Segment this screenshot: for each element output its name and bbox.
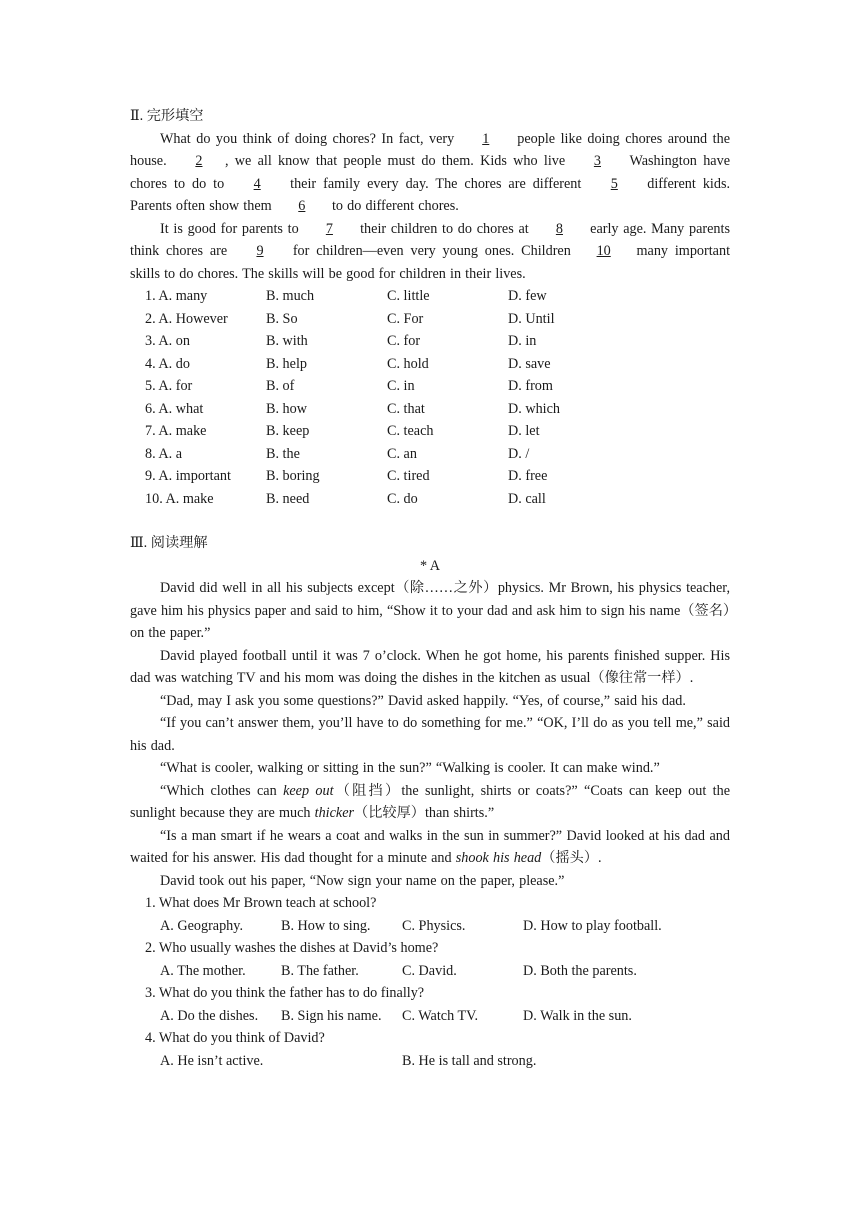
option-c: C. hold [387, 355, 429, 372]
option-b: B. He is tall and strong. [402, 1052, 537, 1069]
text-segment: （摇头）. [541, 850, 602, 866]
option-b: B. keep [266, 423, 310, 439]
option-a: 9. A. important [145, 468, 231, 484]
option-row [145, 375, 730, 398]
question-text: 4. What do you think of David? [145, 1030, 325, 1046]
reading-paragraph-2: David played football until it was 7 o’clock. When he got home, his parents finished supper. His dad was watching TV and his mom was doing the dishes in the kitchen as usual（像往常一样）. [130, 647, 730, 686]
question-options [160, 915, 730, 938]
option-a: 10. A. make [145, 490, 214, 507]
option-d: D. few [508, 288, 547, 304]
reading-paragraph-8: David took out his paper, “Now sign your name on the paper, please.” [160, 872, 565, 889]
italic-term: thicker [314, 805, 355, 821]
question-options [160, 1050, 730, 1073]
option-b: B. Sign his name. [281, 1007, 382, 1024]
option-b: B. help [266, 355, 307, 372]
text-segment: “Which clothes can [160, 782, 284, 799]
option-row [145, 443, 730, 466]
option-b: B. how [266, 400, 307, 417]
option-d: D. Walk in the sun. [523, 1007, 632, 1024]
option-row [145, 285, 730, 308]
question-text: 2. Who usually washes the dishes at David’s home? [145, 940, 439, 956]
option-b: B. of [266, 378, 295, 394]
option-c: C. little [387, 288, 430, 304]
text-segment: （比较厚）than shirts.” [354, 805, 495, 821]
text-segment: their children to do chores at [355, 220, 534, 237]
option-row [145, 398, 730, 421]
passage-label: * A [419, 557, 441, 574]
text-segment: to do different chores. [327, 198, 459, 214]
option-c: C. For [387, 310, 424, 327]
option-a: 3. A. on [145, 333, 190, 349]
text-segment: kids. Parents often show them [130, 175, 731, 214]
text-segment: different [640, 175, 696, 192]
text-segment: important skills to do chores. The skills will be good for children in their lives. [130, 243, 731, 282]
option-d: D. free [508, 468, 548, 484]
question-1 [130, 892, 730, 937]
option-row [145, 465, 730, 488]
option-a: 7. A. make [145, 423, 207, 439]
option-b: B. need [266, 490, 310, 507]
option-c: C. for [387, 333, 421, 349]
blank-10: 10 [596, 243, 611, 259]
option-b: B. The father. [281, 962, 359, 979]
text-segment: for children—even very young ones. Children [286, 243, 578, 259]
blank-2: 2 [195, 153, 203, 169]
text-segment: their family every day. The chores are different [283, 175, 589, 192]
option-row [145, 488, 730, 511]
option-a: A. He isn’t active. [160, 1052, 264, 1069]
question-options [160, 960, 730, 983]
cloze-paragraph-2 [130, 218, 730, 286]
text-segment: early age. Many [585, 220, 685, 237]
question-text: 1. What does Mr Brown teach at school? [145, 895, 377, 911]
cloze-options [145, 285, 730, 510]
option-a: 8. A. a [145, 445, 183, 462]
blank-5: 5 [610, 175, 618, 192]
question-4 [130, 1027, 730, 1072]
italic-term: shook his head [455, 850, 542, 866]
option-b: B. So [266, 310, 298, 327]
section-heading-cloze: Ⅱ. 完形填空 [130, 108, 204, 124]
text-segment: （阻挡）the sunlight, shirts or coats?” “Coats can keep out the sunlight because they are much [130, 782, 731, 821]
option-row [145, 330, 730, 353]
option-a: 4. A. do [145, 355, 190, 372]
blank-4: 4 [253, 175, 261, 192]
question-2 [130, 937, 730, 982]
option-b: B. the [266, 445, 300, 462]
option-d: D. save [508, 355, 551, 372]
text-segment: parents think chores are [130, 220, 730, 259]
text-segment: Washington [623, 153, 697, 169]
option-b: B. with [266, 333, 308, 349]
option-b: B. much [266, 288, 315, 304]
option-row [145, 308, 730, 331]
option-d: D. let [508, 423, 540, 439]
text-segment: many [629, 243, 669, 259]
option-a: 5. A. for [145, 378, 193, 394]
reading-paragraph-4: “If you can’t answer them, you’ll have to do something for me.” “OK, I’ll do as you tell me,” said his dad. [130, 715, 730, 754]
option-a: A. Geography. [160, 917, 243, 934]
blank-8: 8 [555, 220, 563, 237]
option-c: C. teach [387, 423, 434, 439]
question-options [160, 1005, 730, 1028]
italic-term: keep out [283, 782, 334, 799]
reading-paragraph-5: “What is cooler, walking or sitting in the sun?” “Walking is cooler. It can make wind.” [160, 760, 660, 776]
text-segment: the house. [130, 130, 730, 169]
option-c: C. tired [387, 468, 430, 484]
option-a: 6. A. what [145, 400, 204, 417]
reading-paragraph-6 [130, 780, 730, 825]
option-c: C. in [387, 378, 415, 394]
text-segment: , we all know that people must do them. Kids who live [224, 153, 572, 169]
option-row [145, 420, 730, 443]
option-a: 2. A. However [145, 310, 228, 327]
option-row [145, 353, 730, 376]
option-b: B. boring [266, 468, 320, 484]
option-a: 1. A. many [145, 288, 208, 304]
option-d: D. How to play football. [523, 917, 662, 934]
blank-3: 3 [593, 153, 601, 169]
reading-paragraph-3: “Dad, may I ask you some questions?” David asked happily. “Yes, of course,” said his dad. [160, 692, 686, 709]
option-a: A. The mother. [160, 962, 246, 979]
option-b: B. How to sing. [281, 917, 371, 934]
cloze-paragraph-1 [130, 128, 730, 218]
text-segment: It is good for parents to [160, 220, 304, 237]
reading-paragraph-1: David did well in all his subjects except（除……之外）physics. Mr Brown, his physics teacher, gave him his physics paper and said to him, “Show it to your dad and ask him to sign his name（签名）on the paper.” [130, 580, 730, 641]
option-c: C. that [387, 400, 425, 417]
worksheet-page [130, 105, 730, 1072]
text-segment: people like doing chores around [511, 130, 708, 147]
option-c: C. an [387, 445, 417, 462]
option-d: D. call [508, 490, 546, 507]
question-text: 3. What do you think the father has to do finally? [145, 985, 425, 1001]
reading-paragraph-7 [130, 825, 730, 870]
question-3 [130, 982, 730, 1027]
option-d: D. Both the parents. [523, 962, 637, 979]
option-c: C. David. [402, 962, 457, 979]
blank-7: 7 [325, 220, 333, 237]
text-segment: What do you think of doing chores? In fact, very [160, 130, 460, 147]
option-a: A. Do the dishes. [160, 1007, 259, 1024]
option-d: D. which [508, 400, 561, 417]
option-d: D. in [508, 333, 537, 349]
text-segment: “Is a man smart if he wears a coat and walks in the sun in summer?” David looked at his dad and waited for his answer. His dad thought for a minute and [130, 827, 730, 866]
option-d: D. from [508, 378, 553, 394]
option-d: D. Until [508, 310, 555, 327]
section-heading-reading: Ⅲ. 阅读理解 [130, 535, 208, 551]
option-c: C. Physics. [402, 917, 466, 934]
blank-1: 1 [482, 130, 490, 147]
option-c: C. Watch TV. [402, 1007, 479, 1024]
blank-6: 6 [298, 198, 306, 214]
blank-9: 9 [256, 243, 264, 259]
option-c: C. do [387, 490, 418, 507]
text-segment: have chores to do to [130, 153, 730, 192]
option-d: D. / [508, 445, 530, 462]
